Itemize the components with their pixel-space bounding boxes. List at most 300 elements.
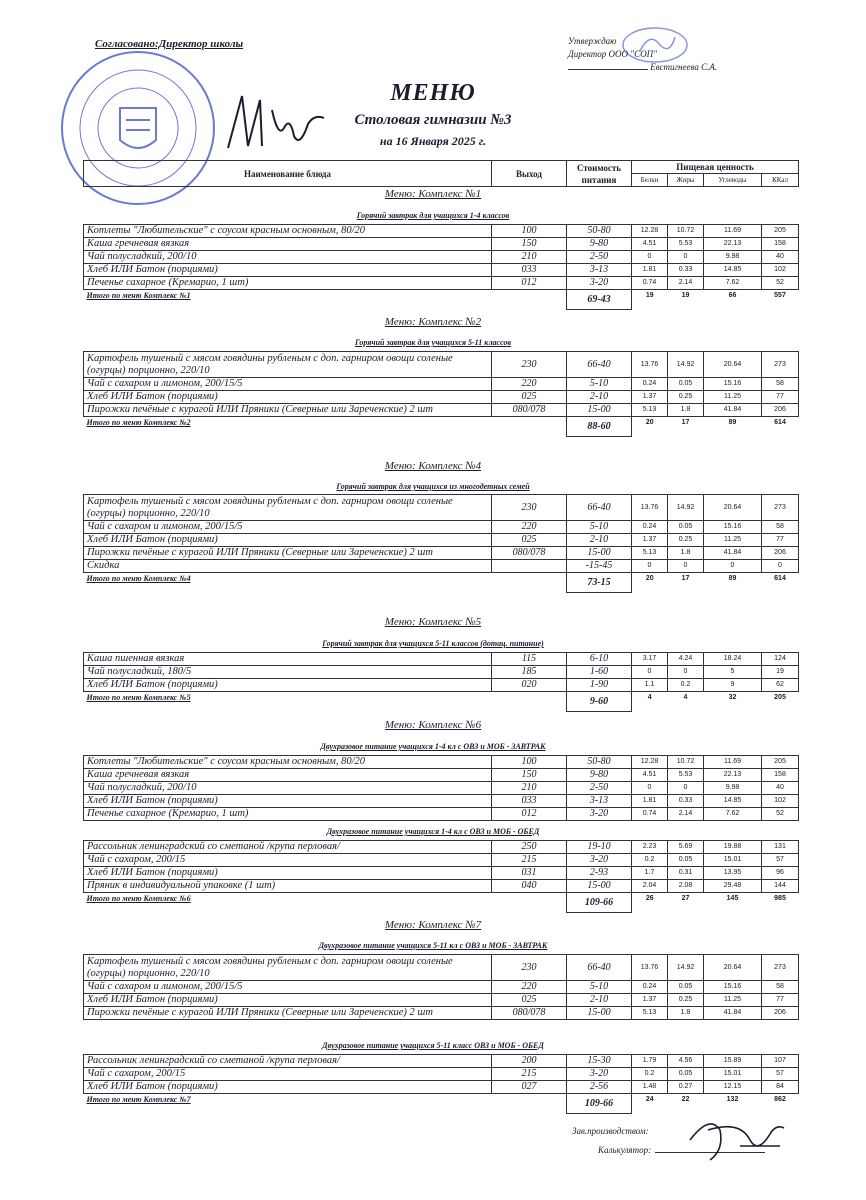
dish-protein: 0 [632,560,668,573]
dish-yield: 027 [492,1081,567,1094]
dish-carbs: 5 [704,666,762,679]
dish-price: 3-13 [567,795,632,808]
dish-yield: 115 [492,653,567,666]
dish-name: Каша гречневая вязкая [84,769,492,782]
total-fat: 27 [681,895,690,902]
dish-kcal: 52 [762,277,799,290]
dish-fat: 0.33 [668,264,704,277]
dish-protein: 3.17 [632,653,668,666]
dish-yield: 220 [492,521,567,534]
dish-carbs: 11.25 [704,994,762,1007]
total-carbs: 132 [726,1096,739,1103]
dish-fat: 0 [668,666,704,679]
dish-price: 9-80 [567,238,632,251]
complex7-subtitle-breakfast: Двухразовое питание учащихся 5-11 кл с ОВЗ и МОБ - ЗАВТРАК [318,941,548,950]
dish-fat: 14.92 [668,352,704,378]
dish-yield: 100 [492,225,567,238]
table-row [84,352,799,378]
dish-fat: 1.8 [668,404,704,417]
dish-yield: 012 [492,808,567,821]
dish-carbs: 11.69 [704,225,762,238]
dish-kcal: 102 [762,795,799,808]
dish-name: Хлеб ИЛИ Батон (порциями) [84,391,492,404]
dish-kcal: 124 [762,653,799,666]
dish-fat: 10.72 [668,756,704,769]
dish-carbs: 41.84 [704,404,762,417]
table-row [84,981,799,994]
dish-fat: 2.08 [668,880,704,893]
table-row [84,251,799,264]
dish-name: Печенье сахарное (Кремарио, 1 шт) [84,277,492,290]
dish-protein: 0.2 [632,854,668,867]
complex6-title: Меню: Комплекс №6 [384,719,482,731]
table-row [84,854,799,867]
dish-kcal: 206 [762,1007,799,1020]
dish-price: 66-40 [567,352,632,378]
dish-protein: 1.79 [632,1055,668,1068]
dish-kcal: 158 [762,238,799,251]
complex7-breakfast-table [83,954,799,1020]
dish-carbs: 13.95 [704,867,762,880]
dish-name: Хлеб ИЛИ Батон (порциями) [84,994,492,1007]
dish-yield: 150 [492,769,567,782]
dish-protein: 1.7 [632,867,668,880]
dish-kcal: 52 [762,808,799,821]
dish-kcal: 58 [762,378,799,391]
dish-yield: 230 [492,352,567,378]
dish-fat: 2.14 [668,277,704,290]
dish-fat: 0.33 [668,795,704,808]
dish-price: 3-20 [567,1068,632,1081]
dish-fat: 0 [668,782,704,795]
dish-name: Котлеты "Любительские" с соусом красным основным, 80/20 [84,756,492,769]
dish-price: 2-50 [567,782,632,795]
total-carbs: 89 [728,419,737,426]
table-row [84,264,799,277]
dish-fat: 4.24 [668,653,704,666]
dish-carbs: 14.85 [704,795,762,808]
page-subtitle: Столовая гимназии №3 [354,112,512,128]
total-kcal: 557 [774,292,786,299]
total-carbs: 89 [728,575,737,582]
dish-fat: 0.25 [668,994,704,1007]
total-price: 109-66 [567,893,632,913]
total-fat: 17 [681,575,690,582]
dish-fat: 14.92 [668,495,704,521]
dish-kcal: 57 [762,854,799,867]
dish-price: 15-00 [567,880,632,893]
table-row [84,1068,799,1081]
dish-fat: 0 [668,560,704,573]
dish-protein: 5.13 [632,404,668,417]
approve-line-1: Утверждаю [568,36,617,46]
dish-carbs: 11.69 [704,756,762,769]
dish-yield: 100 [492,756,567,769]
dish-protein: 0 [632,251,668,264]
agreed-label: Согласовано:Директор школы [95,38,244,50]
dish-price: 3-13 [567,264,632,277]
total-label: Итого по меню Комплекс №1 [86,291,191,300]
table-row [84,495,799,521]
dish-protein: 4.51 [632,238,668,251]
dish-price: 2-10 [567,534,632,547]
dish-name: Печенье сахарное (Кремарио, 1 шт) [84,808,492,821]
total-carbs: 32 [728,694,737,701]
dish-name: Хлеб ИЛИ Батон (порциями) [84,264,492,277]
dish-protein: 1.37 [632,994,668,1007]
dish-price: 50-80 [567,225,632,238]
complex4-title: Меню: Комплекс №4 [384,460,482,472]
dish-yield: 200 [492,1055,567,1068]
complex7-subtitle-lunch: Двухразовое питание учащихся 5-11 класс ОВЗ и МОБ - ОБЕД [322,1041,544,1050]
dish-name: Хлеб ИЛИ Батон (порциями) [84,679,492,692]
table-row [84,404,799,417]
dish-fat: 0.05 [668,378,704,391]
table-row [84,391,799,404]
complex6-subtitle-lunch: Двухразовое питание учащихся 1-4 кл с ОВЗ и МОБ - ОБЕД [326,827,540,836]
dish-yield: 025 [492,994,567,1007]
total-price: 109-66 [567,1094,632,1114]
table-row [84,994,799,1007]
dish-name: Чай с сахаром и лимоном, 200/15/5 [84,981,492,994]
dish-kcal: 40 [762,782,799,795]
total-price: 88-60 [567,417,632,437]
col-cost: Стоимость питания [567,161,632,187]
dish-yield: 012 [492,277,567,290]
dish-fat: 0.05 [668,854,704,867]
dish-name: Хлеб ИЛИ Батон (порциями) [84,867,492,880]
dish-price: 3-20 [567,854,632,867]
total-protein: 20 [645,575,654,582]
dish-price: 5-10 [567,521,632,534]
table-row [84,679,799,692]
complex7-lunch-table [83,1054,799,1114]
dish-protein: 1.1 [632,679,668,692]
total-fat: 22 [681,1096,690,1103]
dish-name: Пирожки печёные с курагой ИЛИ Пряники (Северные или Зареченские) 2 шт [84,404,492,417]
dish-carbs: 22.13 [704,769,762,782]
total-row [84,290,799,310]
dish-carbs: 11.25 [704,534,762,547]
dish-kcal: 131 [762,841,799,854]
dish-name: Чай с сахаром и лимоном, 200/15/5 [84,521,492,534]
dish-fat: 14.92 [668,955,704,981]
table-row [84,534,799,547]
dish-price: 3-20 [567,808,632,821]
dish-protein: 12.28 [632,225,668,238]
dish-yield: 215 [492,854,567,867]
dish-carbs: 15.16 [704,378,762,391]
dish-name: Чай полусладкий, 200/10 [84,782,492,795]
dish-yield: 215 [492,1068,567,1081]
dish-kcal: 273 [762,352,799,378]
dish-price: 50-80 [567,756,632,769]
dish-kcal: 58 [762,521,799,534]
dish-price: 19-10 [567,841,632,854]
dish-yield: 080/078 [492,547,567,560]
dish-fat: 0 [668,251,704,264]
total-label: Итого по меню Комплекс №5 [86,693,191,702]
dish-protein: 2.23 [632,841,668,854]
dish-name: Картофель тушеный с мясом говядины рубленым с доп. гарниром овощи соленые (огурцы) порционно, 220/10 [84,955,492,981]
dish-carbs: 7.62 [704,808,762,821]
total-label: Итого по меню Комплекс №4 [86,574,191,583]
dish-kcal: 273 [762,955,799,981]
dish-protein: 5.13 [632,547,668,560]
deputy-signature-line: Зав.производством: [572,1126,649,1136]
complex5-title: Меню: Комплекс №5 [384,616,482,628]
dish-carbs: 12.15 [704,1081,762,1094]
col-nutrition: Пищевая ценность [632,161,799,174]
dish-kcal: 77 [762,391,799,404]
total-price: 9-60 [567,692,632,712]
dish-name: Чай с сахаром и лимоном, 200/15/5 [84,378,492,391]
dish-price: 5-10 [567,981,632,994]
complex5-subtitle: Горячий завтрак для учащихся 5-11 классов (дотац. питание) [322,639,544,648]
table-row [84,880,799,893]
dish-fat: 0.31 [668,867,704,880]
dish-kcal: 84 [762,1081,799,1094]
col-dish: Наименование блюда [84,161,492,187]
dish-yield: 025 [492,534,567,547]
calculator-signature-line: Калькулятор: [598,1145,765,1155]
dish-name: Чай полусладкий, 180/5 [84,666,492,679]
dish-yield [492,560,567,573]
total-fat: 19 [681,292,690,299]
dish-price: 5-10 [567,378,632,391]
dish-price: 1-90 [567,679,632,692]
dish-kcal: 57 [762,1068,799,1081]
dish-yield: 150 [492,238,567,251]
col-fat: Жиры [668,174,704,187]
dish-carbs: 15.16 [704,981,762,994]
dish-carbs: 20.64 [704,352,762,378]
complex6-lunch-table [83,840,799,913]
total-price: 69-43 [567,290,632,310]
dish-name: Картофель тушеный с мясом говядины рубленым с доп. гарниром овощи соленые (огурцы) порционно, 220/10 [84,495,492,521]
total-label: Итого по меню Комплекс №6 [86,894,191,903]
dish-carbs: 15.01 [704,1068,762,1081]
dish-name: Хлеб ИЛИ Батон (порциями) [84,534,492,547]
dish-name: Пирожки печёные с курагой ИЛИ Пряники (Северные или Зареченские) 2 шт [84,547,492,560]
complex5-table [83,652,799,712]
dish-yield: 033 [492,264,567,277]
dish-kcal: 205 [762,756,799,769]
complex6-breakfast-table [83,755,799,821]
dish-protein: 0.74 [632,808,668,821]
dish-fat: 0.05 [668,521,704,534]
total-label: Итого по меню Комплекс №2 [86,418,191,427]
total-row [84,417,799,437]
dish-protein: 0 [632,666,668,679]
complex4-table [83,494,799,593]
total-carbs: 66 [728,292,737,299]
total-fat: 17 [681,419,690,426]
dish-yield: 040 [492,880,567,893]
table-row [84,795,799,808]
dish-fat: 0.25 [668,534,704,547]
dish-protein: 0 [632,782,668,795]
total-row [84,692,799,712]
col-kcal: ККал [762,174,799,187]
dish-carbs: 14.85 [704,264,762,277]
complex2-title: Меню: Комплекс №2 [384,316,482,328]
dish-fat: 1.8 [668,1007,704,1020]
complex2-table [83,351,799,437]
dish-name: Картофель тушеный с мясом говядины рубленым с доп. гарниром овощи соленые (огурцы) порционно, 220/10 [84,352,492,378]
dish-yield: 031 [492,867,567,880]
total-row [84,893,799,913]
dish-name: Скидка [84,560,492,573]
dish-name: Хлеб ИЛИ Батон (порциями) [84,1081,492,1094]
dish-carbs: 41.84 [704,1007,762,1020]
dish-protein: 1.81 [632,795,668,808]
dish-fat: 0.2 [668,679,704,692]
dish-kcal: 40 [762,251,799,264]
dish-price: 66-40 [567,955,632,981]
dish-name: Чай с сахаром, 200/15 [84,1068,492,1081]
dish-kcal: 107 [762,1055,799,1068]
total-protein: 19 [645,292,654,299]
total-carbs: 145 [726,895,739,902]
page-date: на 16 Января 2025 г. [379,134,487,148]
complex6-subtitle-breakfast: Двухразовое питание учащихся 1-4 кл с ОВЗ и МОБ - ЗАВТРАК [320,742,546,751]
dish-carbs: 20.64 [704,955,762,981]
dish-kcal: 144 [762,880,799,893]
approve-line-2: Директор ООО "СОП" [568,49,657,59]
dish-protein: 1.37 [632,391,668,404]
table-row [84,277,799,290]
dish-price: 1-60 [567,666,632,679]
dish-kcal: 19 [762,666,799,679]
dish-yield: 210 [492,251,567,264]
total-row [84,573,799,593]
table-row [84,238,799,251]
dish-yield: 220 [492,981,567,994]
dish-fat: 5.53 [668,769,704,782]
dish-price: 2-93 [567,867,632,880]
total-kcal: 614 [774,575,786,582]
dish-price: 15-00 [567,404,632,417]
dish-protein: 1.37 [632,534,668,547]
dish-protein: 0.24 [632,378,668,391]
dish-price: 9-80 [567,769,632,782]
dish-carbs: 22.13 [704,238,762,251]
dish-fat: 0.25 [668,391,704,404]
dish-carbs: 9.98 [704,782,762,795]
dish-protein: 1.81 [632,264,668,277]
dish-fat: 5.69 [668,841,704,854]
dish-fat: 0.05 [668,1068,704,1081]
dish-price: 2-10 [567,391,632,404]
table-row [84,756,799,769]
table-row [84,841,799,854]
dish-price: 2-56 [567,1081,632,1094]
company-stamp [620,25,690,65]
dish-carbs: 20.64 [704,495,762,521]
dish-kcal: 206 [762,404,799,417]
dish-carbs: 18.24 [704,653,762,666]
dish-kcal: 273 [762,495,799,521]
dish-kcal: 58 [762,981,799,994]
dish-carbs: 19.88 [704,841,762,854]
dish-protein: 5.13 [632,1007,668,1020]
dish-protein: 12.28 [632,756,668,769]
table-row [84,1007,799,1020]
table-row [84,782,799,795]
dish-price: 2-50 [567,251,632,264]
dish-yield: 080/078 [492,1007,567,1020]
complex1-table [83,224,799,310]
total-label: Итого по меню Комплекс №7 [86,1095,191,1104]
dish-carbs: 0 [704,560,762,573]
dish-protein: 13.76 [632,495,668,521]
dish-name: Чай полусладкий, 200/10 [84,251,492,264]
dish-carbs: 15.01 [704,854,762,867]
dish-yield: 033 [492,795,567,808]
table-row [84,666,799,679]
dish-fat: 1.8 [668,547,704,560]
dish-price: 3-20 [567,277,632,290]
total-kcal: 985 [774,895,786,902]
dish-price: 15-00 [567,547,632,560]
dish-kcal: 158 [762,769,799,782]
table-row [84,1081,799,1094]
dish-name: Рассольник ленинградский со сметаной /крупа перловая/ [84,1055,492,1068]
complex4-subtitle: Горячий завтрак для учащихся из многодетных семей [336,482,530,491]
dish-protein: 0.2 [632,1068,668,1081]
table-row [84,808,799,821]
dish-name: Котлеты "Любительские" с соусом красным основным, 80/20 [84,225,492,238]
dish-protein: 1.48 [632,1081,668,1094]
dish-carbs: 11.25 [704,391,762,404]
dish-price: -15-45 [567,560,632,573]
table-row [84,955,799,981]
dish-fat: 0.27 [668,1081,704,1094]
dish-kcal: 102 [762,264,799,277]
dish-protein: 4.51 [632,769,668,782]
dish-protein: 13.76 [632,352,668,378]
table-row [84,521,799,534]
complex1-subtitle: Горячий завтрак для учащихся 1-4 классов [356,211,510,220]
dish-yield: 220 [492,378,567,391]
dish-kcal: 206 [762,547,799,560]
total-kcal: 614 [774,419,786,426]
dish-protein: 13.76 [632,955,668,981]
dish-name: Каша пшенная вязкая [84,653,492,666]
total-kcal: 862 [774,1096,786,1103]
dish-price: 15-30 [567,1055,632,1068]
dish-yield: 210 [492,782,567,795]
dish-yield: 250 [492,841,567,854]
dish-kcal: 96 [762,867,799,880]
dish-price: 6-10 [567,653,632,666]
dish-yield: 020 [492,679,567,692]
table-row [84,547,799,560]
total-protein: 26 [645,895,654,902]
dish-kcal: 205 [762,225,799,238]
dish-fat: 0.05 [668,981,704,994]
dish-kcal: 77 [762,534,799,547]
complex7-title: Меню: Комплекс №7 [384,919,482,931]
dish-protein: 0.24 [632,521,668,534]
dish-yield: 230 [492,955,567,981]
table-header [83,160,799,187]
total-price: 73-15 [567,573,632,593]
total-protein: 4 [647,694,652,701]
dish-name: Хлеб ИЛИ Батон (порциями) [84,795,492,808]
dish-name: Рассольник ленинградский со сметаной /крупа перловая/ [84,841,492,854]
